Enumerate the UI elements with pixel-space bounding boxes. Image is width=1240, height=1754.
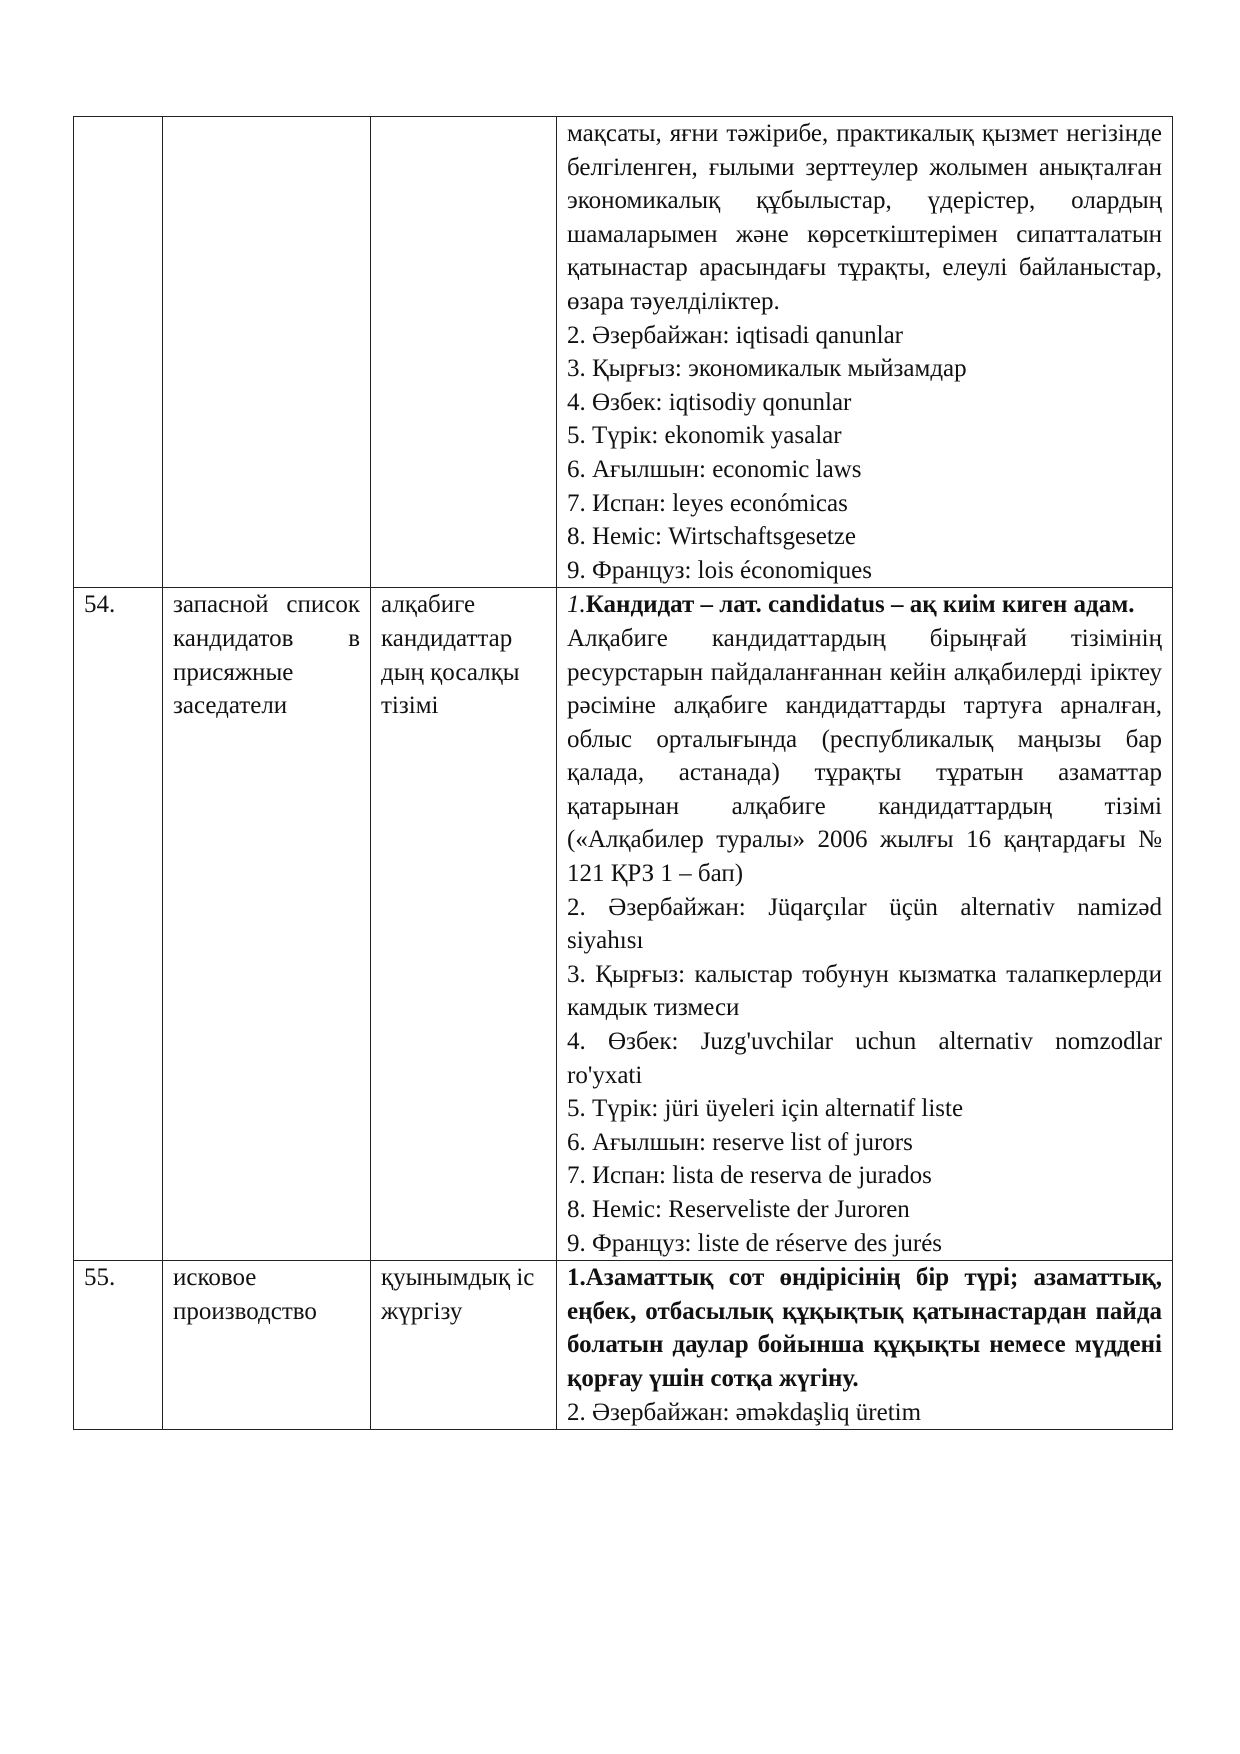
translation-line: 2. Әзербайжан: əməkdaşliq üretim xyxy=(567,1398,922,1426)
definition-cell xyxy=(557,117,1173,588)
translation-line: 4. Өзбек: Juzg'uvchilar uchun alternativ nomzodlar ro'yxati xyxy=(567,1028,1162,1089)
translation-line: 8. Неміс: Reserveliste der Juroren xyxy=(567,1196,910,1223)
definition-bold-text: Кандидат – лат. candidatus – ақ киім киген адам. xyxy=(585,591,1135,619)
kazakh-term: қуынымдық іс жүргізу xyxy=(371,1261,557,1430)
table-row xyxy=(74,117,1173,588)
translation-line: 6. Ағылшын: economic laws xyxy=(567,455,862,483)
entry-number: 55. xyxy=(74,1261,163,1430)
entry-number: 54. xyxy=(74,588,163,1261)
translation-line: 3. Қырғыз: калыстар тобунун кызматка талапкерлерди камдык тизмеси xyxy=(567,960,1162,1022)
translation-line: 9. Француз: lois économiques xyxy=(567,556,872,584)
russian-term: запасной список кандидатов в присяжные заседатели xyxy=(163,588,371,1261)
translation-line: 4. Өзбек: iqtisodiy qonunlar xyxy=(567,388,852,416)
translation-line: 5. Түрік: ekonomik yasalar xyxy=(567,422,842,450)
definition-text: мақсаты, яғни тәжірибе, практикалық қызмет негізінде белгіленген, ғылыми зерттеулер жолымен анықталған экономикалық құбылыстар, үдерістер, олардың шамаларымен және көрсеткіштерімен сипатталатын қатынастар арасындағы тұрақты, елеулі байланыстар, өзара тәуелділіктер. xyxy=(567,120,1162,315)
definition-cell xyxy=(557,1261,1173,1430)
definition-text: Алқабиге кандидаттардың бірыңғай тізімінің ресурстарын пайдаланғаннан кейін алқабилерді іріктеу рәсіміне алқабиге кандидаттарды тартуға арналған, облыс орталығында (республикалық маңызы бар қалада, астанада) тұрақты тұратын азаматтар қатарынан алқабиге кандидаттардың тізімі («Алқабилер туралы» 2006 жылғы 16 қаңтардағы № 121 ҚРЗ 1 – бап) xyxy=(567,624,1162,888)
translation-line: 6. Ағылшын: reserve list of jurors xyxy=(567,1128,913,1156)
translation-line: 7. Испан: lista de reserva de jurados xyxy=(567,1162,932,1190)
russian-term xyxy=(163,117,371,588)
dictionary-table xyxy=(73,116,1173,1430)
kazakh-term: алқабиге кандидаттар дың қосалқы тізімі xyxy=(371,588,557,1261)
table-row xyxy=(74,1261,1173,1430)
translation-line: 9. Француз: liste de réserve des jurés xyxy=(567,1229,943,1257)
translation-line: 2. Әзербайжан: Jüqarçılar üçün alternativ namizəd siyahısı xyxy=(567,893,1162,955)
document-page xyxy=(73,116,1173,1430)
russian-term: исковое производство xyxy=(163,1261,371,1430)
translation-line: 3. Қырғыз: экономикалык мыйзамдар xyxy=(567,355,967,383)
entry-number xyxy=(74,117,163,588)
table-row xyxy=(74,588,1173,1261)
translation-line: 5. Түрік: jüri üyeleri için alternatif liste xyxy=(567,1095,964,1123)
definition-cell xyxy=(557,588,1173,1261)
translation-line: 2. Әзербайжан: iqtisadi qanunlar xyxy=(567,321,903,349)
translation-line: 8. Неміс: Wirtschaftsgesetze xyxy=(567,523,857,551)
definition-heading xyxy=(567,588,1162,622)
translation-line: 7. Испан: leyes económicas xyxy=(567,489,848,517)
definition-bold-text: 1.Азаматтық сот өндірісінің бір түрі; азаматтық, еңбек, отбасылық құқықтық қатынастардан пайда болатын даулар бойынша құқықты немесе мүддені қорғау үшін сотқа жүгіну. xyxy=(567,1264,1162,1392)
definition-lead: 1. xyxy=(567,591,586,619)
kazakh-term xyxy=(371,117,557,588)
